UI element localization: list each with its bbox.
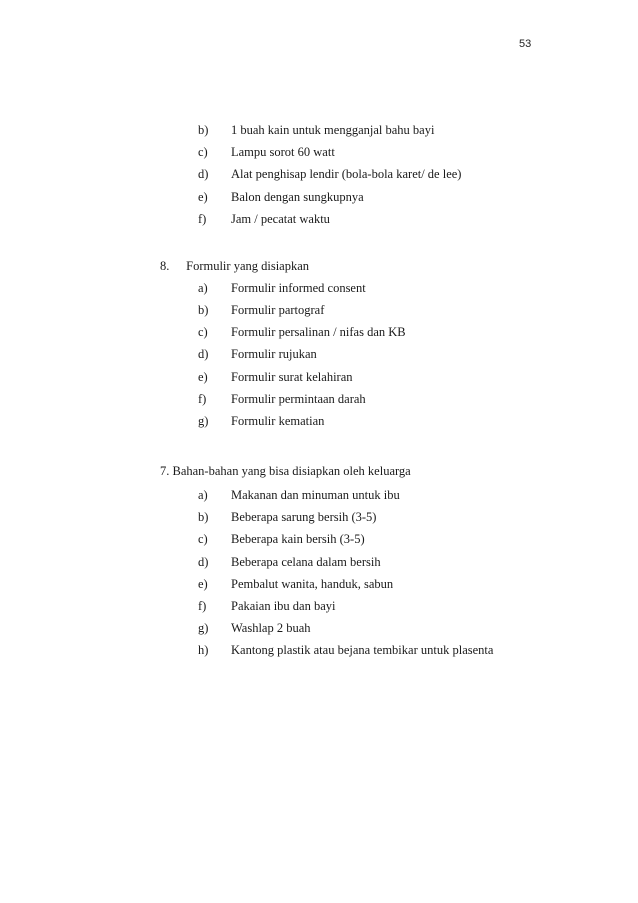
section-heading-formulir [160, 255, 309, 277]
list-marker: g) [198, 621, 209, 635]
list-marker: d) [198, 555, 209, 569]
list-text: Alat penghisap lendir (bola-bola karet/ de lee) [231, 167, 462, 181]
list-marker: d) [198, 347, 209, 361]
list-text: Formulir informed consent [231, 281, 366, 295]
list-text: Balon dengan sungkupnya [231, 190, 364, 204]
list-text: Formulir persalinan / nifas dan KB [231, 325, 406, 339]
list-marker: f) [198, 212, 207, 226]
list-text: 1 buah kain untuk mengganjal bahu bayi [231, 123, 435, 137]
list-marker: e) [198, 370, 208, 384]
list-marker: a) [198, 488, 208, 502]
list-text: Beberapa celana dalam bersih [231, 555, 381, 569]
list-text: Makanan dan minuman untuk ibu [231, 488, 400, 502]
list-marker: f) [198, 599, 207, 613]
list-text: Kantong plastik atau bejana tembikar untuk plasenta [231, 643, 494, 657]
list-text: Formulir rujukan [231, 347, 317, 361]
list-text: Jam / pecatat waktu [231, 212, 330, 226]
list-marker: c) [198, 325, 208, 339]
list-marker: b) [198, 123, 209, 137]
list-marker: e) [198, 190, 208, 204]
list-text: Formulir partograf [231, 303, 325, 317]
list-marker: c) [198, 532, 208, 546]
list-marker: h) [198, 643, 209, 657]
list-marker: d) [198, 167, 209, 181]
list-text: Washlap 2 buah [231, 621, 311, 635]
list-marker: c) [198, 145, 208, 159]
section-title: Formulir yang disiapkan [186, 259, 310, 273]
list-marker: f) [198, 392, 207, 406]
list-text: Pakaian ibu dan bayi [231, 599, 336, 613]
list-text: Beberapa sarung bersih (3-5) [231, 510, 377, 524]
section-number: 8. [160, 259, 170, 273]
list-text: Formulir surat kelahiran [231, 370, 353, 384]
list-marker: b) [198, 303, 209, 317]
page-number: 53 [519, 38, 532, 50]
list-text: Pembalut wanita, handuk, sabun [231, 577, 394, 591]
list-text: Formulir permintaan darah [231, 392, 366, 406]
list-marker: a) [198, 281, 208, 295]
list-text: Beberapa kain bersih (3-5) [231, 532, 365, 546]
list-marker: b) [198, 510, 209, 524]
list-text: Lampu sorot 60 watt [231, 145, 335, 159]
list-marker: e) [198, 577, 208, 591]
list-text: Formulir kematian [231, 414, 325, 428]
section-heading-bahan: 7. Bahan-bahan yang bisa disiapkan oleh keluarga [160, 464, 411, 478]
list-marker: g) [198, 414, 209, 428]
